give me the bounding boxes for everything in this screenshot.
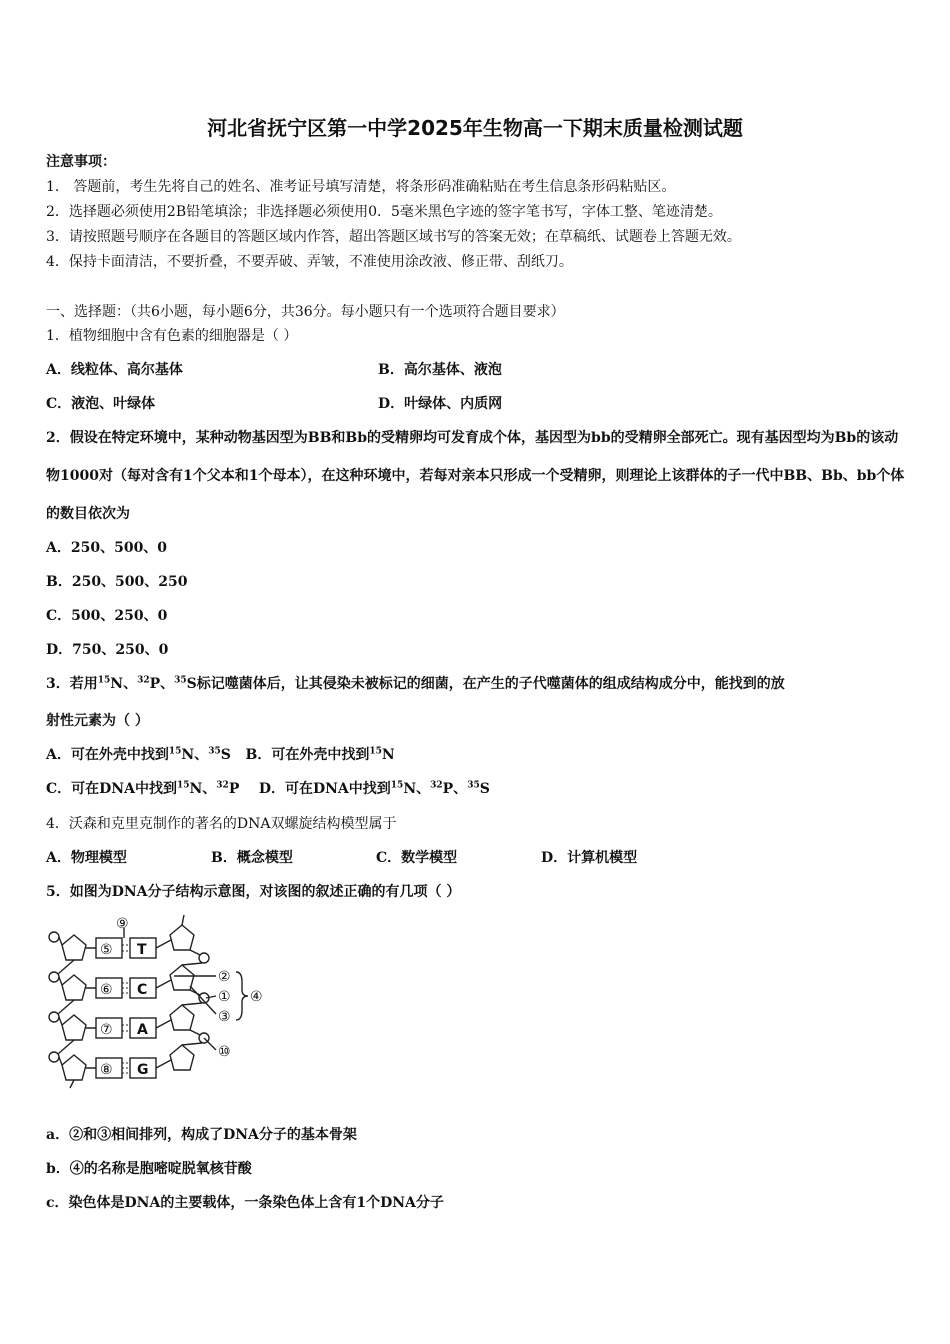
- question-2-stem: 2．假设在特定环境中，某种动物基因型为BB和Bb的受精卵均可发育成个体，基因型为bb的受精卵全部死亡。现有基因型均为Bb的该动物1000对（每对含有1个父本和1个母本），在这种环境中，若每对亲本只形成一个受精卵，则理论上该群体的子一代中BB、Bb、bb个体的数目依次为: [46, 430, 905, 522]
- q2-option-b: B．250、500、250: [46, 574, 188, 590]
- question-4-stem: 4．沃森和克里克制作的著名的DNA双螺旋结构模型属于: [46, 816, 397, 832]
- q5-statement-c: c．染色体是DNA的主要载体，一条染色体上含有1个DNA分子: [46, 1195, 444, 1211]
- diagram-label: ⑨: [116, 916, 129, 932]
- diagram-base: C: [137, 982, 148, 998]
- question-5-stem: 5．如图为DNA分子结构示意图，对该图的叙述正确的有几项（ ）: [46, 884, 461, 900]
- diagram-label: ⑥: [100, 982, 113, 998]
- section-heading: 一、选择题：（共6小题，每小题6分，共36分。每小题只有一个选项符合题目要求）: [46, 304, 565, 320]
- q4-options: [46, 848, 637, 868]
- q2-option-c: C．500、250、0: [46, 608, 168, 624]
- diagram-label: ①: [218, 989, 231, 1005]
- q5-statement-b: b．④的名称是胞嘧啶脱氧核苷酸: [46, 1161, 252, 1177]
- q2-option-d: D．750、250、0: [46, 642, 169, 658]
- q1-option-c: C．液泡、叶绿体: [46, 396, 156, 412]
- diagram-label: ③: [218, 1009, 231, 1025]
- diagram-label: ④: [250, 989, 263, 1005]
- q4-option-b: B．概念模型: [211, 850, 293, 866]
- diagram-base: T: [137, 942, 147, 958]
- page-title: 河北省抚宁区第一中学2025年生物高一下期末质量检测试题: [207, 116, 743, 140]
- diagram-label: ②: [218, 969, 231, 985]
- q3-option-cd: C．可在DNA中找到$^{15}$N、$^{32}$P D．可在DNA中找到$^{15}$N、$^{32}$P、$^{35}$S: [46, 780, 490, 797]
- diagram-label: ⑤: [100, 942, 113, 958]
- q2-option-a: A．250、500、0: [46, 540, 168, 556]
- q1-option-d: D．叶绿体、内质网: [378, 396, 503, 412]
- diagram-label: ⑩: [218, 1044, 231, 1060]
- notice-item: 2．选择题必须使用2B铅笔填涂；非选择题必须使用0．5毫米黑色字迹的签字笔书写，字体工整、笔迹清楚。: [46, 204, 722, 220]
- diagram-label: ⑦: [100, 1022, 113, 1038]
- q1-option-a: A．线粒体、高尔基体: [46, 362, 183, 378]
- notice-heading: 注意事项：: [46, 154, 116, 170]
- q1-option-b: B．高尔基体、液泡: [378, 362, 502, 378]
- q4-option-a: A．物理模型: [46, 850, 127, 866]
- diagram-base: A: [137, 1022, 148, 1038]
- q3-option-ab: A．可在外壳中找到$^{15}$N、$^{35}$S B．可在外壳中找到$^{15}$N: [46, 746, 395, 763]
- diagram-base: G: [137, 1062, 149, 1078]
- q5-statement-a: a．②和③相间排列，构成了DNA分子的基本骨架: [46, 1127, 357, 1143]
- q4-option-d: D．计算机模型: [541, 850, 638, 866]
- question-3-stem-line2: 射性元素为（ ）: [46, 713, 149, 729]
- question-3-stem: 3．若用$^{15}$N、$^{32}$P、$^{35}$S标记噬菌体后，让其侵染未被标记的细菌，在产生的子代噬菌体的组成结构成分中，能找到的放: [46, 675, 785, 692]
- notice-item: 4．保持卡面清洁，不要折叠，不要弄破、弄皱，不准使用涂改液、修正带、刮纸刀。: [46, 254, 573, 270]
- notice-item: 3．请按照题号顺序在各题目的答题区域内作答，超出答题区域书写的答案无效；在草稿纸、试题卷上答题无效。: [46, 229, 741, 245]
- diagram-label: ⑧: [100, 1062, 113, 1078]
- dna-structure-diagram: [44, 910, 284, 1090]
- notice-item: 1． 答题前，考生先将自己的姓名、准考证号填写清楚，将条形码准确粘贴在考生信息条形码粘贴区。: [46, 179, 676, 195]
- question-1-stem: 1．植物细胞中含有色素的细胞器是（ ）: [46, 328, 298, 344]
- q4-option-c: C．数学模型: [376, 850, 458, 866]
